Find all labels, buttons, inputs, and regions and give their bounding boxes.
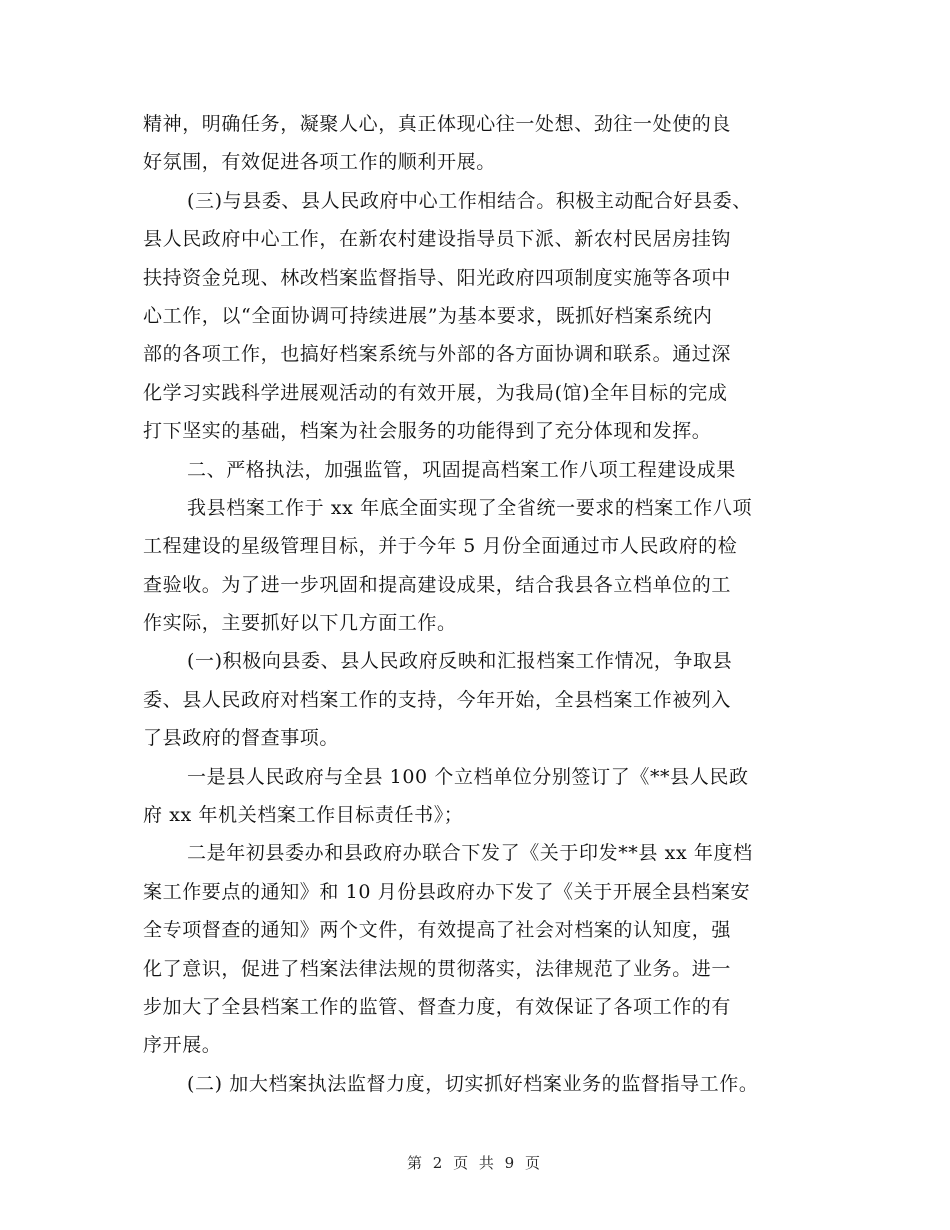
text-line: 委、县人民政府对档案工作的支持，今年开始，全县档案工作被列入 bbox=[143, 688, 732, 711]
text-line: 好氛围，有效促进各项工作的顺利开展。 bbox=[143, 151, 496, 174]
text-line: (一)积极向县委、县人民政府反映和汇报档案工作情况，争取县 bbox=[187, 650, 733, 673]
text-line: 化学习实践科学进展观活动的有效开展，为我局(馆)全年目标的完成 bbox=[143, 381, 728, 404]
text-line: 查验收。为了进一步巩固和提高建设成果，结合我县各立档单位的工 bbox=[143, 573, 732, 596]
text-line: 精神，明确任务，凝聚人心，真正体现心往一处想、劲往一处使的良 bbox=[143, 113, 732, 135]
text-line: 心工作，以“全面协调可持续进展”为基本要求，既抓好档案系统内 bbox=[143, 304, 713, 327]
text-line: (二) 加大档案执法监督力度，切实抓好档案业务的监督指导工作。 bbox=[187, 1072, 759, 1095]
text-line: 一是县人民政府与全县 100 个立档单位分别签订了《**县人民政 bbox=[187, 765, 749, 788]
text-line: 扶持资金兑现、林改档案监督指导、阳光政府四项制度实施等各项中 bbox=[143, 266, 732, 289]
text-line: 作实际，主要抓好以下几方面工作。 bbox=[143, 612, 457, 635]
text-line: 二是年初县委办和县政府办联合下发了《关于印发**县 xx 年度档 bbox=[187, 842, 753, 865]
text-line: 化了意识，促进了档案法律法规的贯彻落实，法律规范了业务。进一 bbox=[143, 957, 732, 980]
text-line: 序开展。 bbox=[143, 1034, 222, 1057]
text-line: 部的各项工作，也搞好档案系统与外部的各方面协调和联系。通过深 bbox=[143, 343, 732, 366]
text-line: 步加大了全县档案工作的监管、督查力度，有效保证了各项工作的有 bbox=[143, 995, 732, 1018]
text-line: 案工作要点的通知》和 10 月份县政府办下发了《关于开展全县档案安 bbox=[143, 880, 751, 903]
text-line: 了县政府的督查事项。 bbox=[143, 727, 340, 750]
text-line: 府 xx 年机关档案工作目标责任书》； bbox=[143, 804, 464, 827]
text-line: (三)与县委、县人民政府中心工作相结合。积极主动配合好县委、 bbox=[187, 189, 752, 212]
text-line: 打下坚实的基础，档案为社会服务的功能得到了充分体现和发挥。 bbox=[143, 420, 712, 443]
text-line: 工程建设的星级管理目标，并于今年 5 月份全面通过市人民政府的检 bbox=[143, 535, 738, 558]
text-line: 全专项督查的通知》两个文件，有效提高了社会对档案的认知度，强 bbox=[143, 919, 732, 942]
text-line: 县人民政府中心工作，在新农村建设指导员下派、新农村民居房挂钩 bbox=[143, 228, 732, 251]
text-line: 二、严格执法，加强监管，巩固提高档案工作八项工程建设成果 bbox=[187, 458, 736, 481]
page-footer: 第 2 页 共 9 页 bbox=[407, 1154, 543, 1172]
document-body bbox=[143, 105, 823, 1103]
text-line: 我县档案工作于 xx 年底全面实现了全省统一要求的档案工作八项 bbox=[187, 496, 753, 519]
